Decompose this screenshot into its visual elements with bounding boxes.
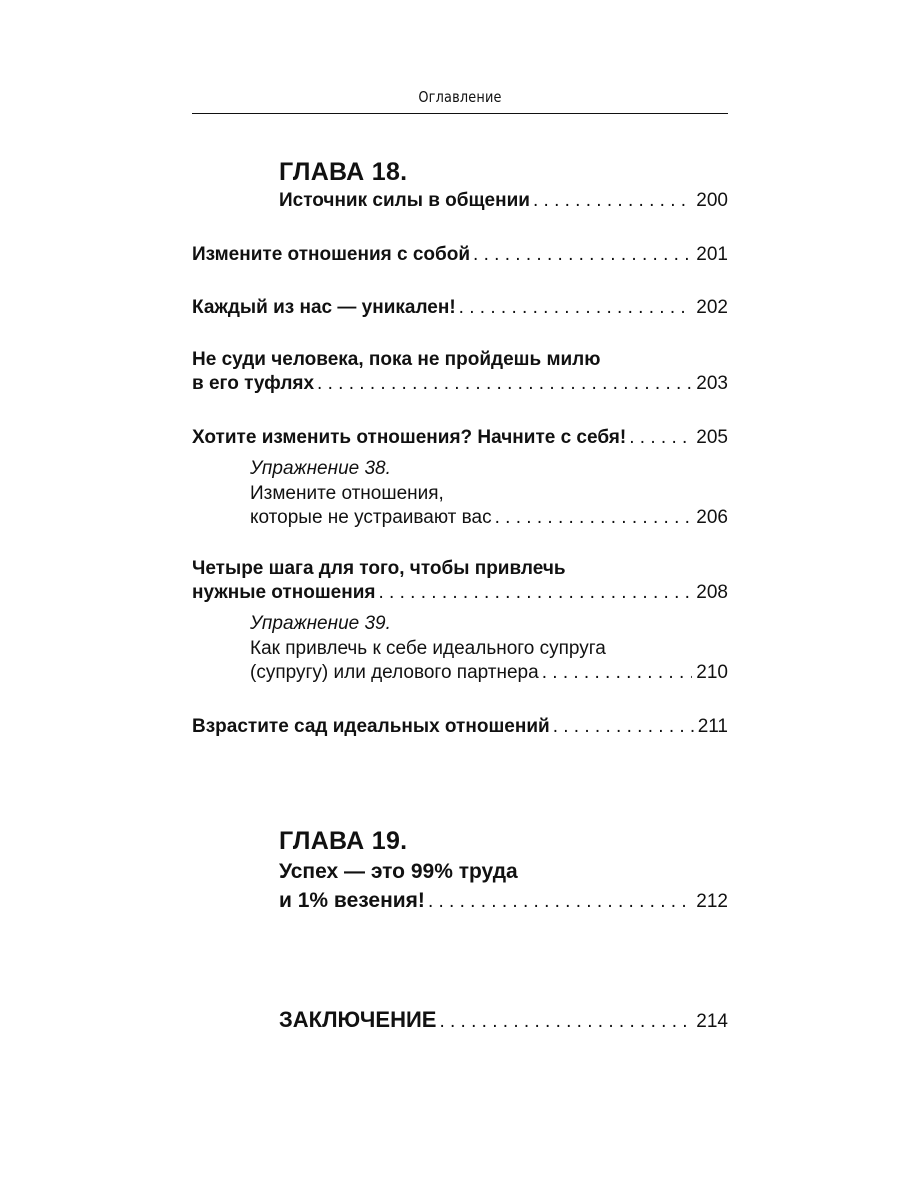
exercise-38-label: Упражнение 38. [250, 458, 391, 479]
page-number: 203 [696, 373, 728, 394]
toc-entry-shoes[interactable] [192, 372, 728, 396]
dot-leader [378, 581, 692, 605]
toc-entry-start-with-self[interactable] [192, 426, 728, 450]
chapter-18-label: ГЛАВА 18. [279, 158, 408, 186]
dot-leader [495, 506, 693, 530]
toc-entry-chapter-18[interactable] [279, 189, 728, 213]
toc-entry-line: Как привлечь к себе идеального супруга [250, 638, 606, 659]
chapter-19-label: ГЛАВА 19. [279, 827, 408, 855]
toc-entry-chapter-19[interactable] [279, 889, 728, 914]
toc-entry-title: Взрастите сад идеальных отношений [192, 716, 550, 737]
dot-leader [553, 715, 694, 739]
toc-entry-title: Источник силы в общении [279, 190, 530, 211]
toc-entry-change-self[interactable] [192, 243, 728, 267]
page-number: 211 [697, 716, 728, 737]
toc-entry-title: в его туфлях [192, 373, 315, 394]
dot-leader [459, 296, 693, 320]
page-number: 210 [696, 662, 728, 683]
toc-entry-title: которые не устраивают вас [250, 507, 492, 528]
page-number: 206 [696, 507, 728, 528]
page-number: 212 [696, 891, 728, 912]
dot-leader [439, 1010, 692, 1034]
toc-entry-title: ЗАКЛЮЧЕНИЕ [279, 1007, 437, 1032]
dot-leader [317, 372, 692, 396]
toc-entry-exercise-39[interactable] [250, 661, 728, 685]
toc-entry-line: Успех — это 99% труда [279, 860, 518, 883]
exercise-39-label: Упражнение 39. [250, 613, 391, 634]
toc-entry-line: Не суди человека, пока не пройдешь милю [192, 349, 601, 370]
toc-entry-title: Хотите изменить отношения? Начните с себя! [192, 427, 627, 448]
dot-leader [533, 189, 692, 213]
toc-entry-line: Измените отношения, [250, 483, 444, 504]
toc-entry-title: Каждый из нас — уникален! [192, 297, 456, 318]
page-number: 208 [696, 582, 728, 603]
toc-entry-line: Четыре шага для того, чтобы привлечь [192, 558, 566, 579]
dot-leader [542, 661, 693, 685]
dot-leader [473, 243, 692, 267]
toc-entry-garden[interactable] [192, 715, 728, 739]
page-number: 202 [696, 297, 728, 318]
toc-entry-conclusion[interactable] [279, 1008, 728, 1034]
dot-leader [629, 426, 692, 450]
toc-entry-title: Измените отношения с собой [192, 244, 471, 265]
page-number: 214 [696, 1011, 728, 1032]
page-number: 200 [696, 190, 728, 211]
header-rule [192, 113, 728, 114]
page-number: 205 [696, 427, 728, 448]
toc-entry-title: и 1% везения! [279, 889, 425, 912]
toc-entry-four-steps[interactable] [192, 581, 728, 605]
toc-entry-title: нужные отношения [192, 582, 376, 603]
page-number: 201 [696, 244, 728, 265]
toc-entry-unique[interactable] [192, 296, 728, 320]
running-header: Оглавление [418, 88, 502, 106]
dot-leader [428, 890, 692, 914]
toc-entry-title: (супругу) или делового партнера [250, 662, 539, 683]
toc-entry-exercise-38[interactable] [250, 506, 728, 530]
